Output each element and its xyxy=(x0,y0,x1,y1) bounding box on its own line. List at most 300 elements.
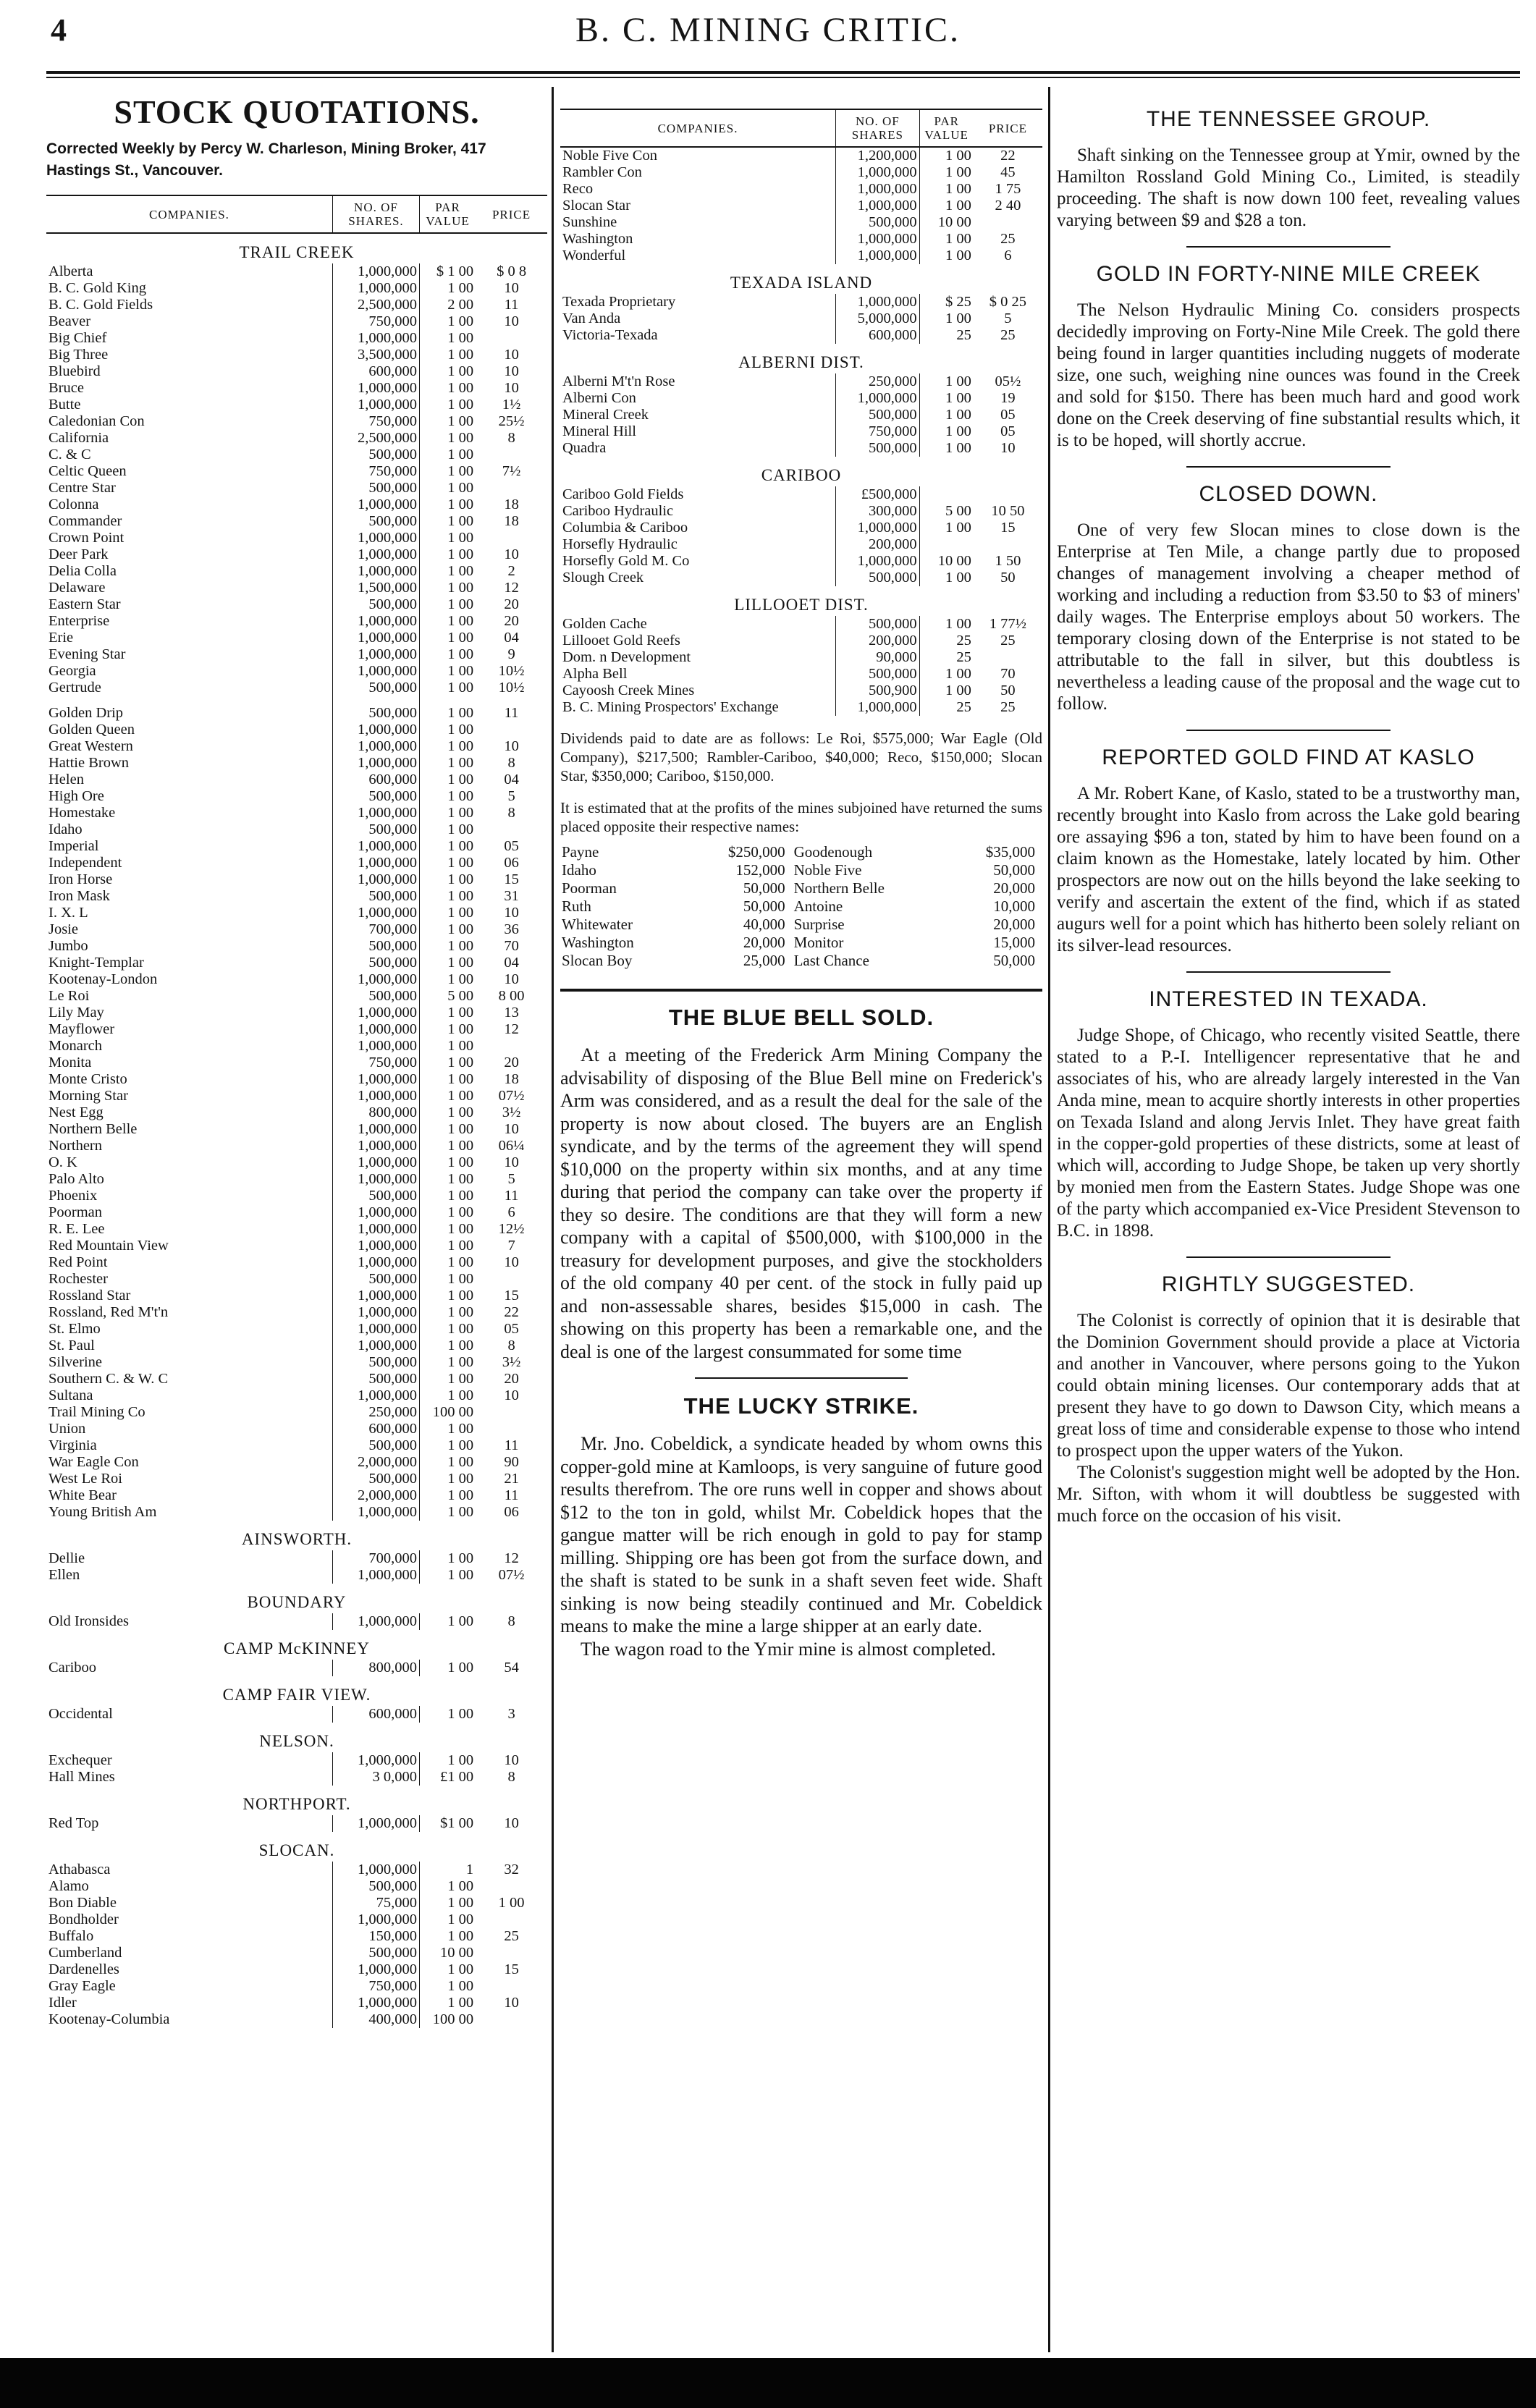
cell-company: Monte Cristo xyxy=(48,1071,127,1087)
cell-price: 10 xyxy=(504,1254,519,1270)
cell-company: Iron Mask xyxy=(48,888,110,904)
cell-shares: 1,000,000 xyxy=(332,1862,419,1878)
cell-company: R. E. Lee xyxy=(48,1221,105,1237)
cell-company: Horsefly Hydraulic xyxy=(562,536,678,552)
quote-row xyxy=(46,1371,547,1387)
cell-par: 1 00 xyxy=(419,480,476,497)
cell-company: O. K xyxy=(48,1154,77,1170)
cell-company: Mineral Hill xyxy=(562,423,636,439)
quote-row xyxy=(46,347,547,363)
cell-company: Virginia xyxy=(48,1437,97,1453)
cell-shares: 1,000,000 xyxy=(332,1088,419,1104)
quote-row xyxy=(46,297,547,313)
cell-price xyxy=(476,1421,547,1437)
region-row xyxy=(46,1723,547,1752)
quote-row xyxy=(46,363,547,380)
quote-row xyxy=(560,536,1042,553)
quote-row xyxy=(46,1071,547,1088)
quote-row xyxy=(46,1421,547,1437)
cell-shares: 1,000,000 xyxy=(332,646,419,663)
cell-price: 11 xyxy=(504,1188,519,1204)
cell-shares: 1,000,000 xyxy=(332,330,419,347)
cell-price xyxy=(476,1911,547,1928)
cell-company: Alberta xyxy=(48,263,93,279)
cell-par: 1 00 xyxy=(419,1454,476,1471)
cell-price: 12½ xyxy=(498,1221,525,1237)
cell-price: 11 xyxy=(504,1487,519,1503)
cell-par: $ 25 xyxy=(919,294,974,310)
cell-company: Alberni Con xyxy=(562,390,636,406)
masthead: B. C. MINING CRITIC. xyxy=(575,11,961,49)
quote-row xyxy=(46,263,547,280)
cell-par: 1 00 xyxy=(419,430,476,447)
quote-row xyxy=(560,248,1042,264)
profit-mine: Last Chance xyxy=(793,952,869,969)
cell-company: Bluebird xyxy=(48,363,101,379)
cell-company: Wonderful xyxy=(562,248,626,263)
cell-company: Kootenay-London xyxy=(48,971,158,987)
cell-shares: 500,000 xyxy=(836,214,920,231)
region-heading: TRAIL CREEK xyxy=(239,243,355,261)
cell-par: 1 00 xyxy=(419,1961,476,1978)
cell-price: 2 xyxy=(507,563,515,579)
cell-shares: 500,000 xyxy=(332,1471,419,1487)
cell-price: 21 xyxy=(504,1471,519,1487)
cell-shares: 2,500,000 xyxy=(332,430,419,447)
cell-price: 05 xyxy=(504,1321,519,1337)
cell-shares: 2,500,000 xyxy=(332,297,419,313)
quote-row xyxy=(560,440,1042,457)
cell-shares: 750,000 xyxy=(332,1978,419,1995)
quote-row xyxy=(46,613,547,630)
quote-row xyxy=(46,463,547,480)
cell-par: 1 xyxy=(419,1862,476,1878)
cell-company: Palo Alto xyxy=(48,1171,104,1187)
quote-row xyxy=(46,888,547,905)
quote-row xyxy=(46,1945,547,1961)
cell-shares: 500,000 xyxy=(332,788,419,805)
cell-price: 8 xyxy=(507,1613,515,1629)
cell-shares: 1,000,000 xyxy=(332,380,419,397)
quote-row xyxy=(46,1154,547,1171)
quote-row xyxy=(46,1171,547,1188)
cell-par: 1 00 xyxy=(419,1928,476,1945)
cell-par: 1 00 xyxy=(419,888,476,905)
cell-price xyxy=(476,1038,547,1055)
cell-shares: 1,000,000 xyxy=(836,231,920,248)
quote-row xyxy=(560,181,1042,198)
cell-company: Dellie xyxy=(48,1550,85,1566)
region-row xyxy=(560,457,1042,486)
cell-shares: 300,000 xyxy=(836,503,920,520)
cell-company: Georgia xyxy=(48,663,96,679)
cell-price: 7½ xyxy=(502,463,521,479)
cell-shares: 1,000,000 xyxy=(332,871,419,888)
stock-quotations-subtitle: Corrected Weekly by Percy W. Charleson, Mining Broker, 417 Hastings St., Vancouver. xyxy=(46,140,486,179)
region-row xyxy=(46,1521,547,1550)
cell-company: Independent xyxy=(48,855,122,871)
cell-price: 10 xyxy=(504,971,519,987)
center-column xyxy=(560,109,1042,2352)
quote-row xyxy=(46,663,547,680)
cell-shares: 1,000,000 xyxy=(332,855,419,871)
cell-shares: 1,000,000 xyxy=(332,1504,419,1521)
cell-price: 10 xyxy=(504,546,519,562)
cell-price xyxy=(476,1271,547,1288)
cell-shares: 1,000,000 xyxy=(332,630,419,646)
cell-price: 10 xyxy=(504,905,519,921)
cell-price: 36 xyxy=(504,921,519,937)
cell-shares: 1,000,000 xyxy=(332,1121,419,1138)
cell-company: Caledonian Con xyxy=(48,413,145,429)
cell-shares: 1,000,000 xyxy=(332,971,419,988)
quote-row xyxy=(560,407,1042,423)
cell-par: 1 00 xyxy=(419,546,476,563)
quote-row xyxy=(46,563,547,580)
cell-price: 05 xyxy=(1000,423,1016,439)
quote-row xyxy=(560,699,1042,716)
quote-row xyxy=(46,1354,547,1371)
cell-shares: 1,000,000 xyxy=(332,838,419,855)
cell-par: 100 00 xyxy=(419,2011,476,2028)
cell-par: 1 00 xyxy=(419,613,476,630)
cell-shares: 1,200,000 xyxy=(836,147,920,164)
article-paragraph: The wagon road to the Ymir mine is almost completed. xyxy=(581,1638,996,1660)
cell-par: 1 00 xyxy=(919,616,974,633)
cell-par: 1 00 xyxy=(919,390,974,407)
quote-row xyxy=(46,988,547,1005)
cell-shares: 500,000 xyxy=(332,1437,419,1454)
cell-shares: 750,000 xyxy=(836,423,920,440)
cell-par: 1 00 xyxy=(419,1437,476,1454)
cell-company: Noble Five Con xyxy=(562,148,657,164)
cell-par: 100 00 xyxy=(419,1404,476,1421)
cell-shares: 1,000,000 xyxy=(332,397,419,413)
quote-row xyxy=(46,2011,547,2028)
quote-row xyxy=(46,1895,547,1911)
cell-shares: 1,000,000 xyxy=(332,530,419,546)
quote-row xyxy=(46,1055,547,1071)
quote-row xyxy=(46,646,547,663)
cell-par: 1 00 xyxy=(419,596,476,613)
header-price: PRICE xyxy=(476,195,547,233)
region-heading: NORTHPORT. xyxy=(242,1795,351,1813)
cell-price: 19 xyxy=(1000,390,1016,406)
profit-mine: Whitewater xyxy=(562,916,633,933)
cell-shares: 1,000,000 xyxy=(332,280,419,297)
article xyxy=(560,1005,1042,1363)
cell-company: Mineral Creek xyxy=(562,407,649,423)
cell-company: St. Paul xyxy=(48,1338,95,1353)
quote-row xyxy=(46,1021,547,1038)
quote-row xyxy=(46,1769,547,1786)
cell-company: Colonna xyxy=(48,497,99,512)
profit-mine: Northern Belle xyxy=(793,879,885,897)
cell-company: Occidental xyxy=(48,1706,113,1722)
cell-company: Slough Creek xyxy=(562,570,644,586)
quote-row xyxy=(560,327,1042,344)
cell-shares: 400,000 xyxy=(332,2011,419,2028)
cell-par: 1 00 xyxy=(419,1288,476,1304)
article-paragraph: At a meeting of the Frederick Arm Mining Company the advisability of disposing of the Blue Bell mine on Frederick's Arm was considered, and as a result the deal for the sale of the property is now about closed. The buyers are an English syndicate, and by the terms of the agreement they will spend $10,000 on the property within six months, and at any time during that period the company can take over the property if they so desire. The conditions are that they will form a new company with a capital of $500,000, with $100,000 in the treasury for development purposes, and give the stockholders of the old company 40 per cent. of the stock in fully paid up and non-assessable shares, besides $15,000 in cash. The showing on this property has been a remarkable one, and the deal is one of the largest consummated for some time xyxy=(560,1044,1042,1362)
cell-company: Columbia & Cariboo xyxy=(562,520,688,536)
article-heading: CLOSED DOWN. xyxy=(1199,482,1378,506)
cell-shares: 500,000 xyxy=(332,705,419,722)
cell-company: Young British Am xyxy=(48,1504,157,1520)
cell-shares: 1,000,000 xyxy=(836,164,920,181)
cell-price xyxy=(476,722,547,738)
cell-price: 10 xyxy=(504,1121,519,1137)
cell-shares: 1,000,000 xyxy=(332,738,419,755)
article-paragraph: The Nelson Hydraulic Mining Co. considers prospects decidedly improving on Forty-Nine Mile Creek. The gold there being found in larger quantities including nuggets of moderate size, one such, weighing nine ounces was found in the Creek and sold for $150. There has been much hard and good work done on the Creek deserving of fine substantial results which, it is to be hoped, will shortly accrue. xyxy=(1057,300,1520,450)
cell-company: Great Western xyxy=(48,738,133,754)
cell-price: 05 xyxy=(504,838,519,854)
cell-company: Idaho xyxy=(48,821,83,837)
cell-par: 1 00 xyxy=(419,1471,476,1487)
cell-price: 3½ xyxy=(502,1354,521,1370)
cell-company: Rossland Star xyxy=(48,1288,131,1304)
profit-mine: Washington xyxy=(562,934,634,951)
cell-shares: 1,000,000 xyxy=(836,699,920,716)
cell-company: Evening Star xyxy=(48,646,126,662)
quote-row xyxy=(46,397,547,413)
cell-company: Athabasca xyxy=(48,1862,111,1877)
cell-par: 5 00 xyxy=(919,503,974,520)
cell-company: Red Mountain View xyxy=(48,1238,169,1254)
cell-par: 5 00 xyxy=(419,988,476,1005)
cell-price xyxy=(476,1978,547,1995)
cell-par: 1 00 xyxy=(419,1660,476,1676)
cell-company: California xyxy=(48,430,109,446)
cell-par: 1 00 xyxy=(419,1171,476,1188)
quote-row xyxy=(46,1928,547,1945)
cell-par: 1 00 xyxy=(419,646,476,663)
cell-price: 10½ xyxy=(498,663,525,679)
article-heading: GOLD IN FORTY-NINE MILE CREEK xyxy=(1096,262,1481,286)
cell-price: $ 0 25 xyxy=(989,294,1027,310)
cell-company: Van Anda xyxy=(562,310,621,326)
profits-note: It is estimated that at the profits of the mines subjoined have returned the sums placed opposite their respective names: xyxy=(560,799,1042,835)
cell-par: 25 xyxy=(919,633,974,649)
quote-row xyxy=(46,1911,547,1928)
cell-price: 10 xyxy=(504,1995,519,2011)
cell-price: 10 xyxy=(504,280,519,296)
cell-shares: 1,000,000 xyxy=(836,553,920,570)
profit-mine: Goodenough xyxy=(793,843,873,861)
cell-price: 04 xyxy=(504,955,519,971)
cell-shares: 1,000,000 xyxy=(332,1961,419,1978)
cell-company: Monita xyxy=(48,1055,92,1070)
quote-row xyxy=(46,680,547,696)
cell-shares: 1,000,000 xyxy=(836,520,920,536)
cell-company: B. C. Gold Fields xyxy=(48,297,153,313)
cell-par xyxy=(419,696,476,705)
cell-shares: 1,000,000 xyxy=(836,248,920,264)
cell-par: 1 00 xyxy=(419,1371,476,1387)
quote-row xyxy=(46,1862,547,1878)
profit-amount: 25,000 xyxy=(743,952,785,969)
cell-par: 1 00 xyxy=(419,1088,476,1104)
cell-company: Union xyxy=(48,1421,86,1437)
masthead-rule-thin xyxy=(46,77,1520,78)
cell-shares: 2,000,000 xyxy=(332,1454,419,1471)
cell-shares: 1,000,000 xyxy=(332,755,419,772)
cell-company: Butte xyxy=(48,397,81,413)
profit-mine: Poorman xyxy=(562,879,617,897)
cell-par: 1 00 xyxy=(419,1038,476,1055)
quote-row xyxy=(46,280,547,297)
cell-company: Southern C. & W. C xyxy=(48,1371,169,1387)
cell-par: 1 00 xyxy=(419,705,476,722)
cell-par: 1 00 xyxy=(419,1911,476,1928)
cell-price xyxy=(476,447,547,463)
cell-shares: 600,000 xyxy=(332,363,419,380)
cell-shares: 1,000,000 xyxy=(836,181,920,198)
cell-price xyxy=(974,536,1042,553)
cell-company: Bondholder xyxy=(48,1911,119,1927)
cell-par: 10 00 xyxy=(419,1945,476,1961)
cell-company: Ellen xyxy=(48,1567,80,1583)
cell-price xyxy=(974,486,1042,503)
profit-mine: Ruth xyxy=(562,897,591,915)
profit-amount: 50,000 xyxy=(993,952,1035,969)
cell-price: 10 xyxy=(504,313,519,329)
quote-row xyxy=(560,423,1042,440)
cell-shares: 500,000 xyxy=(332,821,419,838)
cell-company: Washington xyxy=(562,231,633,247)
cell-price: 10 xyxy=(504,1154,519,1170)
quote-row xyxy=(560,310,1042,327)
quote-row xyxy=(46,821,547,838)
cell-par: 1 00 xyxy=(419,663,476,680)
cell-price xyxy=(974,649,1042,666)
cell-par: 1 00 xyxy=(419,530,476,546)
region-heading: SLOCAN. xyxy=(258,1841,335,1859)
article-paragraph: Judge Shope, of Chicago, who recently visited Seattle, there stated to a P.-I. Intelligencer representative that he and associates of his, who are already largely interested in the Van Anda mine, mean to acquire shortly interests in other properties on Texada Island and along Jervis Inlet. They have great faith in the copper-gold properties of these districts, some at least of which will, according to Judge Shope, be taken up very shortly by monied men from the Eastern States. Judge Shope was one of the party which accompanied ex-Vice President Stevenson to B.C. in 1898. xyxy=(1057,1026,1520,1241)
cell-price: 20 xyxy=(504,613,519,629)
cell-price xyxy=(476,1878,547,1895)
article xyxy=(560,1393,1042,1660)
cell-company: Eastern Star xyxy=(48,596,121,612)
cell-price: 25½ xyxy=(498,413,525,429)
cell-price xyxy=(476,530,547,546)
profit-amount: 50,000 xyxy=(743,897,785,915)
cell-shares: 1,000,000 xyxy=(332,722,419,738)
cell-par: 1 00 xyxy=(419,1154,476,1171)
cell-price: 1 75 xyxy=(995,181,1021,197)
cell-shares: 200,000 xyxy=(836,633,920,649)
cell-price: 10 xyxy=(504,1815,519,1831)
cell-company: Golden Cache xyxy=(562,616,647,632)
quote-row xyxy=(560,683,1042,699)
cell-price: 5 xyxy=(1004,310,1012,326)
cell-price: 10 xyxy=(504,1752,519,1768)
quote-row xyxy=(46,1961,547,1978)
header-shares: NO. OF SHARES xyxy=(836,109,920,147)
cell-price xyxy=(476,1404,547,1421)
cell-company: White Bear xyxy=(48,1487,117,1503)
cell-price: 12 xyxy=(504,580,519,596)
cell-company: St. Elmo xyxy=(48,1321,101,1337)
profit-row xyxy=(560,934,1042,952)
cell-price: 3 xyxy=(507,1706,515,1722)
cell-par: 1 00 xyxy=(919,666,974,683)
cell-shares: 500,000 xyxy=(332,988,419,1005)
quote-row xyxy=(46,1254,547,1271)
cell-price: 8 xyxy=(507,755,515,771)
stock-quotations-table xyxy=(46,195,547,2028)
cell-price: 8 00 xyxy=(498,988,525,1004)
cell-company: Monarch xyxy=(48,1038,103,1054)
cell-par: 1 00 xyxy=(419,1487,476,1504)
profit-amount: $35,000 xyxy=(985,843,1035,861)
cell-shares: 500,000 xyxy=(332,513,419,530)
spacer-row xyxy=(46,696,547,705)
quote-row xyxy=(46,805,547,821)
cell-par: 1 00 xyxy=(419,1005,476,1021)
cell-shares: 2,000,000 xyxy=(332,1487,419,1504)
cell-price: 25 xyxy=(1000,633,1016,649)
quote-row xyxy=(560,633,1042,649)
cell-par: 1 00 xyxy=(419,805,476,821)
cell-par: 1 00 xyxy=(419,1387,476,1404)
cell-par: 1 00 xyxy=(419,447,476,463)
profit-amount: 15,000 xyxy=(993,934,1035,951)
cell-shares: 1,000,000 xyxy=(332,905,419,921)
cell-price: 25 xyxy=(1000,231,1016,247)
article-paragraph: The Colonist's suggestion might well be adopted by the Hon. Mr. Sifton, with whom it will doubtless be suggested with much force on the occasion of his visit. xyxy=(1057,1463,1520,1526)
cell-shares: 5,000,000 xyxy=(836,310,920,327)
article-heading: THE TENNESSEE GROUP. xyxy=(1146,107,1431,131)
cell-par: 1 00 xyxy=(419,1995,476,2011)
profit-mine: Surprise xyxy=(793,916,845,933)
cell-price: 31 xyxy=(504,888,519,904)
quote-row xyxy=(560,373,1042,390)
cell-shares: 1,000,000 xyxy=(332,1021,419,1038)
cell-par: 10 00 xyxy=(919,553,974,570)
cell-price: 25 xyxy=(1000,699,1016,715)
cell-company: Crown Point xyxy=(48,530,125,546)
cell-company: Deer Park xyxy=(48,546,109,562)
quote-row xyxy=(46,530,547,546)
cell-price: 12 xyxy=(504,1550,519,1566)
article-divider xyxy=(1186,246,1391,248)
cell-company: Dardenelles xyxy=(48,1961,119,1977)
cell-shares: 500,000 xyxy=(332,1188,419,1204)
cell-company: West Le Roi xyxy=(48,1471,122,1487)
cell-price: 70 xyxy=(504,938,519,954)
header-companies: COMPANIES. xyxy=(560,109,836,147)
quote-row xyxy=(46,921,547,938)
cell-shares: 250,000 xyxy=(332,1404,419,1421)
profit-row xyxy=(560,916,1042,934)
article-paragraph: Mr. Jno. Cobeldick, a syndicate headed by whom owns this copper-gold mine at Kamloops, is very sanguine of future good results therefrom. The ore runs well in copper and shows about $12 to the ton in gold, whilst Mr. Cobeldick hopes that the gangue matter will be rich enough in gold to pay for stamp milling. Shipping ore has been got from the surface down, and the shaft is stated to be sunk in a shaft seven feet wide. Shaft sinking is now being steadily continued and Mr. Cobeldick means to make the mine a large shipper at an early date. xyxy=(560,1433,1042,1636)
quote-row xyxy=(46,1038,547,1055)
quote-row xyxy=(46,905,547,921)
cell-shares: 500,000 xyxy=(332,955,419,971)
cell-company: Nest Egg xyxy=(48,1104,104,1120)
cell-par: 1 00 xyxy=(419,1188,476,1204)
cell-par: 1 00 xyxy=(419,1304,476,1321)
cell-company: Josie xyxy=(48,921,78,937)
profit-mine: Noble Five xyxy=(793,861,862,879)
cell-price: 10 xyxy=(504,380,519,396)
cell-company: Hall Mines xyxy=(48,1769,115,1785)
quote-row xyxy=(560,553,1042,570)
cell-shares: 200,000 xyxy=(836,536,920,553)
cell-company: Cumberland xyxy=(48,1945,122,1961)
profit-amount: 10,000 xyxy=(993,897,1035,915)
